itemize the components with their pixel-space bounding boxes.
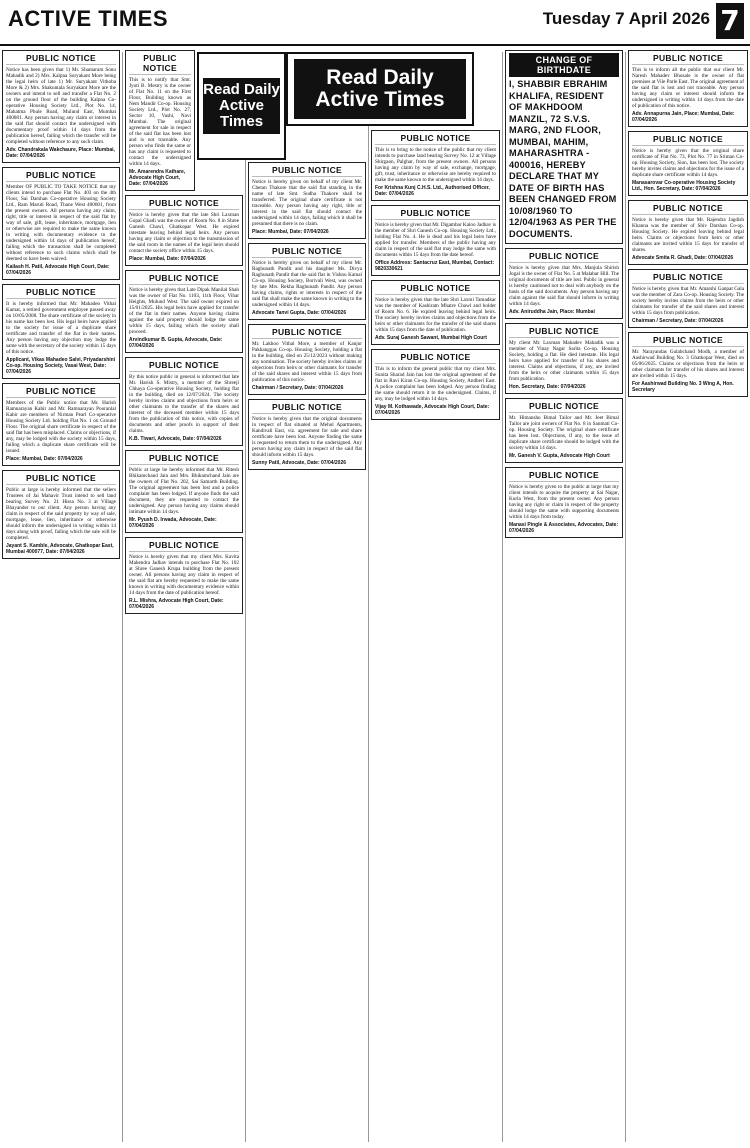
column-6: [628, 50, 748, 1142]
notice-text: Notice is hereby given that Mr. Rajendra Jagdish Khanna was the member of Shiv Darshan Co-op. Housing Society. He expired leaving behind legal heirs. Claims or objections from heirs or other claimants are invited within 15 days for transfer of shares.: [632, 217, 744, 253]
paper-name: ACTIVE TIMES: [8, 6, 169, 31]
notice-title: PUBLIC NOTICE: [252, 165, 362, 177]
notice-title: PUBLIC NOTICE: [632, 134, 744, 146]
column-divider: [368, 52, 369, 1142]
notice-title: PUBLIC NOTICE: [129, 198, 239, 210]
public-notice: [2, 167, 120, 280]
notice-title: PUBLIC NOTICE: [129, 53, 191, 75]
notice-title: PUBLIC NOTICE: [632, 53, 744, 65]
notice-title: PUBLIC NOTICE: [375, 208, 496, 220]
notice-title: PUBLIC NOTICE: [252, 402, 362, 414]
notice-title: PUBLIC NOTICE: [129, 360, 239, 372]
notice-footer: Manasarovar Co-operative Housing Society Ltd., Hon. Secretary, Date: 07/04/2026: [632, 180, 736, 192]
notice-footer: Mr. Ganesh V. Gupta, Advocate High Court: [509, 453, 610, 459]
notice-title: PUBLIC NOTICE: [6, 287, 116, 299]
public-notice: [2, 383, 120, 466]
notice-text: Notice has been given that 1) Mr. Shantaram Sonu Mahadik and 2) Mrs. Kalpna Suryakant More being the legal heirs of late 1) Mr. Suryakant Vithoba More & 2) Mrs. Shakuntala Suryakant More are the owners and intend to sell and transfer a Flat No. 2 on the ground floor of the building Kalpna Co-operative Housing Society Ltd., Plot No. 14, Mahatma Phule Road, Mulund East, Mumbai 400081. Any person having any claim or interest in the said flat should contact the undersigned with documentary proof within 14 days from the publication hereof, failing which the transfer will be completed without reference to any such claim.: [6, 67, 116, 145]
notice-text: Notice is hereby given that Mr. Digambar Kaloo Jadhav is the member of Shri Ganesh Co-op. Housing Society Ltd., holding Flat No. 4. He is dead and his legal heirs have applied for transfer. Members of the public having any claim in respect of the said flat may lodge the same with documents within 15 days from the date hereof.: [375, 222, 497, 258]
notice-title: PUBLIC NOTICE: [375, 283, 496, 295]
public-notice: [371, 130, 500, 201]
column-3: [248, 162, 366, 1142]
notice-text: Notice is hereby given that my client Mrs. Kavita Mahendra Jadhav intends to purchase Flat No. 102 at Shree Ganesh Krupa building from the present owner. All persons having any claim in respect of the said flat are hereby requested to make the same known in writing with documentary evidence within 14 days from the date of publication hereof.: [129, 554, 239, 596]
public-notice: [371, 349, 500, 420]
notice-footer: Mr. Amarendra Kathare, Advocate High Court, Date: 07/04/2026: [129, 169, 186, 187]
notice-footer: Sunny Patil, Advocate, Date: 07/04/2026: [252, 460, 347, 466]
notice-title: PUBLIC NOTICE: [375, 133, 496, 145]
notice-text: This is to bring to the notice of the public that my client intends to purchase land bearing Survey No. 12 at Village Shirgaon, Palghar, from the present owners. All persons having any claim by way of sale, exchange, mortgage, gift, trust, inheritance or otherwise are hereby required to make the same known to the undersigned within 14 days.: [375, 147, 496, 183]
public-notice: [125, 450, 243, 533]
notice-text: It is hereby informed that Mr. Mahadeo Vithal Kamat, a retired government employee passed away on 10/05/2008. The share certificate of the society in his name has been lost. His legal heirs have applied to the society for issue of a duplicate share certificate and transfer of the flat in their names. Any person having any objection may lodge the same with the secretary of the society within 15 days of this notice.: [6, 301, 116, 355]
notice-title: PUBLIC NOTICE: [375, 352, 496, 364]
public-notice: [628, 269, 748, 328]
notice-footer: Vijay M. Kothawade, Advocate High Court, Date: 07/04/2026: [375, 404, 490, 416]
public-notice: [371, 205, 500, 276]
notice-title: PUBLIC NOTICE: [252, 327, 362, 339]
public-notice: [248, 399, 366, 470]
change-of-birthdate-notice: [505, 50, 623, 244]
public-notice: [505, 323, 623, 394]
notice-title: PUBLIC NOTICE: [6, 170, 116, 182]
notice-footer: Manasi Pingle & Associates, Advocates, Date: 07/04/2026: [509, 522, 619, 534]
notice-footer: Chairman / Secretary, Date: 07/04/2026: [632, 318, 724, 324]
column-divider: [245, 52, 246, 1142]
notice-title: PUBLIC NOTICE: [252, 246, 362, 258]
notice-footer: Advocate Smita R. Ghadi, Date: 07/04/2026: [632, 255, 734, 261]
notice-footer: Arvindkumar B. Gupta, Advocate, Date: 07/04/2026: [129, 337, 223, 349]
notice-title: PUBLIC NOTICE: [509, 251, 619, 263]
column-2: [125, 50, 243, 1142]
notice-text: Notice is hereby given on behalf of my client Mr. Raghunath Pandit and his daughter Ms. Divya Raghunath Pandit that the said flat in Vishnu Kamal Co-op. Housing Society, Borivali West, was owned by late Mrs. Rekha Raghunath Pandit. Any person having claims, rights or interests in respect of the said flat shall make the same known in writing to the undersigned within 14 days.: [252, 260, 362, 308]
notice-title: PUBLIC NOTICE: [6, 473, 116, 485]
notice-title: PUBLIC NOTICE: [509, 401, 619, 413]
notice-text: Mr. Narayandas Gulabchand Modh, a member of Aashirwad Building No. 3 Ghatkopar West, died on 05/06/2025. Claims or objections from the heirs or other claimants for transfer of his shares and interest are invited within 15 days.: [632, 349, 744, 379]
notice-text: Notice is hereby given to the public at large that my client intends to acquire the property at Sai Nagar, Kurla West, from the present owner. Any person having any right or claim in respect of the property should lodge the same with supporting documents within 14 days from today.: [509, 484, 619, 520]
column-5: [505, 50, 623, 1142]
public-notice: [125, 195, 243, 266]
notice-footer: K.B. Tiwari, Advocate, Date: 07/04/2026: [129, 436, 222, 442]
notice-title: PUBLIC NOTICE: [632, 272, 744, 284]
notice-text: Public at large is hereby informed that the sellers Trustees of Jai Mahavir Trust intend to sell land bearing Survey No. 21 Hissa No. 3 at Village Bhayander to our client. Any person having any claim in respect of the said property by way of sale, mortgage, lease, lien, inheritance or otherwise should inform the undersigned in writing within 14 days along with proof, failing which the sale will be completed.: [6, 487, 116, 541]
notice-footer: Office Address: Santacruz East, Mumbai, Contact: 9820330621: [375, 260, 495, 272]
notice-title: PUBLIC NOTICE: [632, 203, 744, 215]
notice-text: This is to notify that Smt. Jyoti B. Mestry is the owner of Flat No. 11 on the First Floor, Building known as Nem Mandir Co-op. Housing Society Ltd., Plot No. 27, Sector 10, Vashi, Navi Mumbai. The original agreement for sale in respect of the said flat has been lost and is not traceable. Any person who finds the same or has any claim is requested to contact the undersigned within 14 days.: [129, 77, 191, 167]
notice-footer: Adv. Suraj Ganesh Sawant, Mumbai High Court: [375, 335, 487, 341]
public-notice: [248, 243, 366, 320]
notice-footer: Place: Mumbai, Date: 07/04/2026: [129, 256, 206, 262]
notice-footer: Place: Mumbai, Date: 07/04/2026: [6, 456, 83, 462]
notice-footer: Mr. Pyush D. Irwada, Advocate, Date: 07/04/2026: [129, 517, 217, 529]
public-notice: [125, 537, 243, 614]
banner-text: Read Daily Active Times: [203, 78, 280, 133]
column-divider: [625, 52, 626, 1142]
notice-title: PUBLIC NOTICE: [509, 326, 619, 338]
public-notice: [628, 131, 748, 196]
notice-text: Members of the Public notice that Mr. Harish Ramnarayan Kabir and Mr. Ramnarayan Pooranlal Kabir are members of Nirman Pearl Co-operative Housing Society Ltd. holding Flat No. 1 on Ground Floor. The original share certificate in respect of the said flat has been misplaced. Claims or objections, if any, may be lodged with the society within 15 days, failing which a duplicate share certificate will be issued.: [6, 400, 116, 454]
public-notice: [628, 50, 748, 127]
notice-text: I, SHABBIR EBRAHIM KHALIFA, RESIDENT OF MAKHDOOM MANZIL, 72 S.V.S. MARG, 2ND FLOOR, MUMBAI, MAHIM, MAHARASHTRA - 400016, HEREBY DECLARE THAT MY DATE OF BIRTH HAS BEEN CHANGED FROM 10/08/1960 TO 12/04/1963 AS PER THE DOCUMENTS.: [509, 79, 617, 239]
public-notice: [505, 467, 623, 538]
notice-footer: Chairman / Secretary, Date: 07/04/2026: [252, 385, 344, 391]
public-notice: [248, 324, 366, 395]
notice-footer: Kailash H. Patil, Advocate High Court, Date: 07/04/2026: [6, 264, 110, 276]
notice-footer: Adv. Aniruddha Jain, Place: Mumbai: [509, 309, 595, 315]
notice-text: My client Mr. Laxman Mahadev Mahadik was a member of Vinay Nagar Sarita Co-op. Housing Society, holding a flat. He died intestate. His legal heirs have applied for transfer of his shares and interest. Claims and objections, if any, are invited from the heirs or other claimants within 15 days from publication.: [509, 340, 619, 382]
notice-text: Notice is hereby given that Mrs. Manjula Shirish Jogal is the owner of Flat No. 5 at Malabar Hill. The original documents of title are lost. Public in general is hereby cautioned not to deal with anybody on the basis of the said documents. Any person having any claim against the said flat should inform in writing within 14 days.: [509, 265, 619, 307]
notice-text: Notice is hereby given that the late Shri Laxman Gopal Ghadi was the owner of Room No. 8 in Shree Ganesh Chawl, Ghatkopar West. He expired intestate leaving behind legal heirs. Any person having any claim or objection to the transmission of the said room in the names of the legal heirs should contact the society office within 15 days.: [129, 212, 239, 254]
notice-text: Notice is hereby given that the original share certificate of Flat No. 73, Plot No. 77 in Sriman Co-op. Housing Society, Sion, has been lost. The society hereby invites claims and objections for the issue of a duplicate share certificate within 14 days.: [632, 148, 744, 178]
public-notice: [505, 398, 623, 463]
notice-text: Public at large be hereby informed that Mr. Ritesh Bhikamchand Jain and Mrs. Bhikamchand Jain are the owners of Flat No. 202, Sai Samarth Building. The original agreement has been lost and a police complaint has been lodged. If anyone finds the said document, they are requested to contact the undersigned. Any person having any claims should intimate within 14 days.: [129, 467, 239, 515]
notice-footer: Place: Mumbai, Date: 07/04/2026: [252, 229, 329, 235]
notice-footer: Advocate Tanvi Gupta, Date: 07/04/2026: [252, 310, 347, 316]
notice-title: PUBLIC NOTICE: [129, 273, 239, 285]
notice-footer: Hon. Secretary, Date: 07/04/2026: [509, 384, 586, 390]
notice-text: This is to inform the general public that my client Mrs. Sunita Sharad Jain has lost the original agreement of the flat in Ravi Kiran Co-op. Housing Society, Andheri East. A police complaint has been lodged. Any person finding the same should return it to the undersigned. Claims, if any, may be lodged within 14 days.: [375, 366, 496, 402]
notice-title: PUBLIC NOTICE: [6, 386, 116, 398]
public-notice: [248, 162, 366, 239]
notice-text: Notice is hereby given that the late Shri Laxmi Tamadkar was the member of Kashiram Mhatre Chawl and holder of Room No. 6. He expired leaving behind legal heirs. The society hereby invites claims and objections from the heirs or other claimants for the transfer of the said shares within 15 days from the date of publication.: [375, 297, 496, 333]
notice-footer: For Krishna Kunj C.H.S. Ltd., Authorised Officer, Date: 07/04/2026: [375, 185, 490, 197]
notice-footer: Adv. Annapurna Jain, Place: Mumbai, Date: 07/04/2026: [632, 111, 735, 123]
notice-title: PUBLIC NOTICE: [509, 470, 619, 482]
read-daily-active-times-banner-large: [286, 52, 474, 126]
notice-title: CHANGE OF BIRTHDATE: [509, 53, 619, 77]
notice-footer: Applicant, Vikas Mahadeo Salvi, Priyadarshini Co-op. Housing Society, Vasai West, Date: 07/04/2026: [6, 357, 116, 375]
read-daily-active-times-banner-small: [197, 52, 286, 160]
public-notice: [505, 248, 623, 319]
notice-text: Member OF PUBLIC TO TAKE NOTICE that my clients intend to purchase Flat No. 403 on the 4th Floor, Sai Darshan Co-operative Housing Society Ltd., Ram Maruti Road, Thane West 400601, from the present owners. All persons having any claim, right, title or interest in respect of the said flat by way of sale, gift, lease, inheritance, mortgage, lien or otherwise are required to make the same known in writing with documentary evidence to the undersigned within 14 days of publication hereof, failing which the transaction shall be completed without reference to such claims which shall be deemed to have been waived.: [6, 184, 116, 262]
notice-footer: Adv. Chandrakala Wakchaure, Place: Mumbai, Date: 07/04/2026: [6, 147, 115, 159]
public-notice: [125, 50, 195, 191]
notice-text: Notice is hereby given that Mr. Amarshi Ganpat Gala was the member of Zara Co-op. Housing Society. The society hereby invites claims from the heirs or other claimants for transfer of the said shares and interest within 15 days from publication.: [632, 286, 744, 316]
notice-text: Notice is hereby given that the original documents in respect of flat situated at Mehul Apartments, Kandivali East, viz. agreement for sale and share certificate have been lost. Anyone finding the same is requested to return them to the undersigned. Any person having any claim in respect of the said flat should inform within 15 days.: [252, 416, 362, 458]
notice-title: PUBLIC NOTICE: [129, 540, 239, 552]
notice-title: PUBLIC NOTICE: [6, 53, 116, 65]
notice-text: Mr. Lakhoo Vithal More, a member of Kanjur Pakhanggas Co-op. Housing Society, holding a flat in the building, died on 25/12/2023 without making any nomination. The society hereby invites claims or objections from heirs or other claimants for transfer of the said shares and interest within 15 days from publication of this notice.: [252, 341, 362, 383]
column-1: [2, 50, 120, 1142]
notice-text: Mr. Himanshu Bimal Tailor and Mr. Jeet Bimal Tailor are joint owners of Flat No. 8 in Sanmati Co-op. Housing Society. The original share certificate has been lost. Objections, if any, to the issue of duplicate share certificate should be lodged with the society within 14 days.: [509, 415, 619, 451]
notice-text: Notice is hereby given that Late Dipak Manilal Shah was the owner of Flat No. 1103, 11th Floor, Vihar Heights, Mulund West. The said owner expired on 15/01/2025. His legal heirs have applied for transfer of the flat in their names. Anyone having claims against the said property should lodge the same within 15 days, failing which the society shall proceed.: [129, 287, 239, 335]
notice-text: By this notice public in general is informed that late Mr. Harish S. Mistry, a member of the Shreeji Chhaya Co-operative Housing Society, holding flat in the building, died on 12/07/2024. The society hereby invites claims and objections from heirs or other claimants to the transfer of the shares and interest of the deceased member within 15 days from the publication of this notice, with copies of documents and other proofs in support of their claims.: [129, 374, 239, 434]
public-notice: [125, 357, 243, 446]
notice-title: PUBLIC NOTICE: [632, 335, 744, 347]
public-notice: [371, 280, 500, 345]
public-notice: [2, 50, 120, 163]
notice-text: This is to inform all the public that our client Mr. Naresh Mahadev Bhosale is the owner of flat premises at Vile Parle East. The original agreement of the said flat is lost and not traceable. Any person having any claim or interest should inform the undersigned in writing within 14 days from the date of publication of this notice.: [632, 67, 744, 109]
column-divider: [502, 52, 503, 1142]
column-4: [371, 130, 500, 1142]
banner-text: Read Daily Active Times: [294, 59, 466, 119]
public-notice: [2, 284, 120, 379]
public-notice: [2, 470, 120, 559]
masthead: [0, 0, 750, 46]
notice-title: PUBLIC NOTICE: [129, 453, 239, 465]
public-notice: [628, 332, 748, 397]
public-notice: [628, 200, 748, 265]
notice-text: Notice is hereby given on behalf of my client Mr. Chetan Thakore that the said flat standing in the name of late Smt. Sudha Thakore shall be transferred. The original share certificate is not traceable. Any person having any right, title or interest in the said flat should contact the undersigned within 14 days, failing which it shall be presumed that there is no claim.: [252, 179, 362, 227]
column-divider: [122, 52, 123, 1142]
public-notice: [125, 270, 243, 353]
page-number: 7: [716, 3, 744, 39]
notice-footer: For Aashirwad Building No. 3 Wing A, Hon. Secretary: [632, 381, 734, 393]
notice-footer: R.L. Mishra, Advocate High Court, Date: 07/04/2026: [129, 598, 224, 610]
notice-footer: Jayant S. Kamble, Advocate, Ghatkopar East, Mumbai 400077, Date: 07/04/2026: [6, 543, 114, 555]
publication-date: Tuesday 7 April 2026: [542, 9, 710, 28]
